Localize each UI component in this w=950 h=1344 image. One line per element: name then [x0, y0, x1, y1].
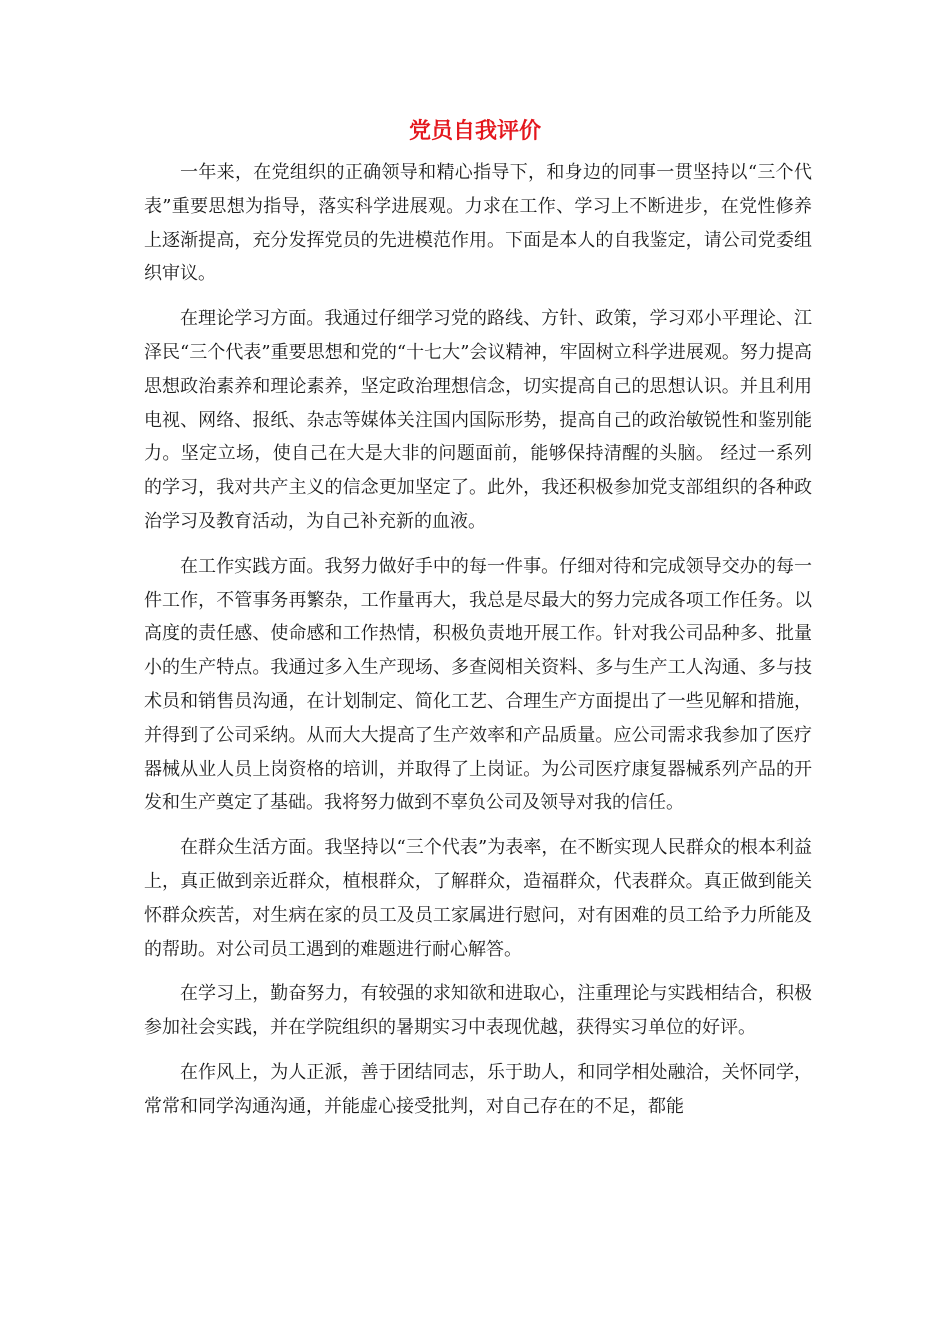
paragraph-theory-study: 在理论学习方面。我通过仔细学习党的路线、方针、政策，学习邓小平理论、江泽民“三个代表”重要思想和党的“十七大”会议精神，牢固树立科学进展观。努力提高思想政治素养和理论素养，坚定政治理想信念，切实提高自己的思想认识。并且利用电视、网络、报纸、杂志等媒体关注国内国际形势，提高自己的政治敏锐性和鉴别能力。坚定立场，使自己在大是大非的问题面前，能够保持清醒的头脑。 经过一系列的学习，我对共产主义的信念更加坚定了。此外，我还积极参加党支部组织的各种政治学习及教育活动，为自己补充新的血液。 — [144, 308, 812, 532]
document-title: 党员自我评价 — [408, 119, 541, 144]
paragraph-intro: 一年来，在党组织的正确领导和精心指导下，和身边的同事一贯坚持以“三个代表”重要思想为指导，落实科学进展观。力求在工作、学习上不断进步，在党性修养上逐渐提高，充分发挥党员的先进模范作用。下面是本人的自我鉴定，请公司党委组织审议。 — [144, 162, 812, 285]
paragraph-mass-life: 在群众生活方面。我坚持以“三个代表”为表率，在不断实现人民群众的根本利益上，真正做到亲近群众，植根群众，了解群众，造福群众，代表群众。真正做到能关怀群众疾苦，对生病在家的员工及员工家属进行慰问，对有困难的员工给予力所能及的帮助。对公司员工遇到的难题进行耐心解答。 — [144, 837, 812, 960]
paragraph-study: 在学习上，勤奋努力，有较强的求知欲和进取心，注重理论与实践相结合，积极参加社会实践，并在学院组织的暑期实习中表现优越，获得实习单位的好评。 — [144, 983, 812, 1039]
document-body — [144, 156, 812, 1135]
paragraph-work-practice: 在工作实践方面。我努力做好手中的每一件事。仔细对待和完成领导交办的每一件工作，不管事务再繁杂，工作量再大，我总是尽最大的努力完成各项工作任务。以高度的责任感、使命感和工作热情，积极负责地开展工作。针对我公司品种多、批量小的生产特点。我通过多入生产现场、多查阅相关资料、多与生产工人沟通、多与技术员和销售员沟通，在计划制定、简化工艺、合理生产方面提出了一些见解和措施，并得到了公司采纳。从而大大提高了生产效率和产品质量。应公司需求我参加了医疗器械从业人员上岗资格的培训，并取得了上岗证。为公司医疗康复器械系列产品的开发和生产奠定了基础。我将努力做到不辜负公司及领导对我的信任。 — [144, 555, 812, 814]
paragraph-style: 在作风上，为人正派，善于团结同志，乐于助人，和同学相处融洽，关怀同学，常常和同学沟通沟通，并能虚心接受批判，对自己存在的不足，都能 — [144, 1061, 812, 1117]
